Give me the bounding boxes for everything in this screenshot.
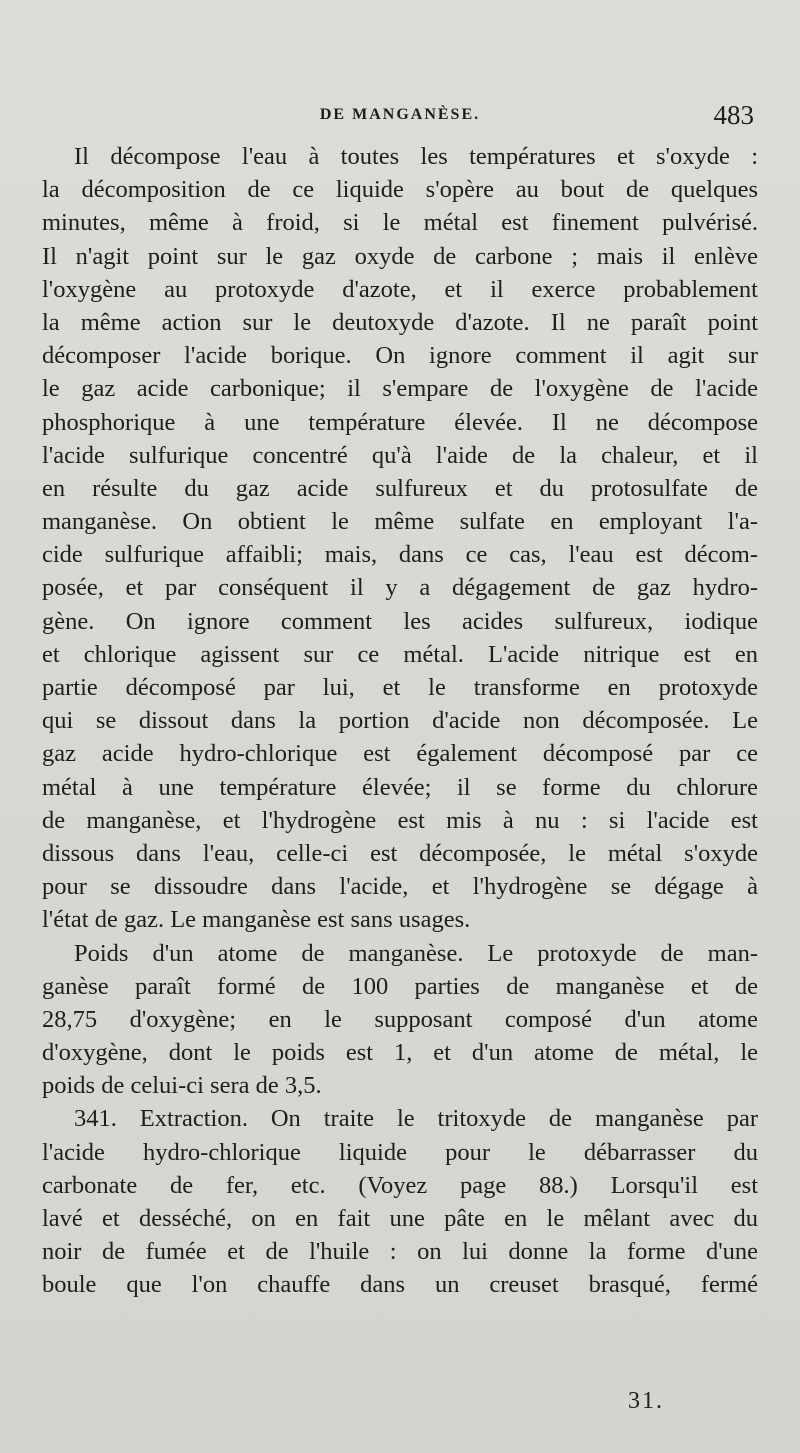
text-line: gène. On ignore comment les acides sulfureux, iodique — [42, 607, 758, 635]
signature-mark: 31. — [628, 1388, 664, 1414]
text-line: métal à une température élevée; il se forme du chlorure — [42, 773, 758, 801]
text-line: Il n'agit point sur le gaz oxyde de carbone ; mais il enlève — [42, 242, 758, 270]
text-line: la même action sur le deutoxyde d'azote. Il ne paraît point — [42, 308, 758, 336]
text-line: gaz acide hydro-chlorique est également décomposé par ce — [42, 740, 758, 768]
text-line: phosphorique à une température élevée. Il ne décompose — [42, 408, 758, 436]
text-line: boule que l'on chauffe dans un creuset brasqué, fermé — [42, 1271, 758, 1299]
text-line: posée, et par conséquent il y a dégagement de gaz hydro- — [42, 574, 758, 602]
text-line: minutes, même à froid, si le métal est finement pulvérisé. — [42, 209, 758, 237]
body-text — [42, 140, 758, 1302]
text-line: lavé et desséché, on en fait une pâte en le mêlant avec du — [42, 1205, 758, 1232]
text-line: et chlorique agissent sur ce métal. L'acide nitrique est en — [42, 640, 758, 668]
running-title: DE MANGANÈSE. — [319, 106, 481, 123]
text-line: noir de fumée et de l'huile : on lui donne la forme d'une — [42, 1238, 758, 1266]
text-line: de manganèse, et l'hydrogène est mis à nu : si l'acide est — [42, 806, 758, 834]
text-line: carbonate de fer, etc. (Voyez page 88.) Lorsqu'il est — [42, 1171, 758, 1199]
text-line: cide sulfurique affaibli; mais, dans ce cas, l'eau est décom- — [42, 541, 758, 569]
text-line: l'acide hydro-chlorique liquide pour le débarrasser du — [42, 1138, 758, 1166]
text-line: l'acide sulfurique concentré qu'à l'aide de la chaleur, et il — [42, 441, 758, 469]
page-number: 483 — [713, 100, 754, 130]
text-line: en résulte du gaz acide sulfureux et du protosulfate de — [42, 474, 758, 502]
text-line: Poids d'un atome de manganèse. Le protoxyde de man- — [74, 939, 758, 967]
text-line: 341. Extraction. On traite le tritoxyde de manganèse par — [74, 1105, 758, 1133]
text-line: manganèse. On obtient le même sulfate en employant l'a- — [42, 508, 758, 536]
text-line: ganèse paraît formé de 100 parties de manganèse et de — [42, 972, 758, 1000]
running-head — [42, 100, 758, 134]
text-line: le gaz acide carbonique; il s'empare de l'oxygène de l'acide — [42, 375, 758, 403]
text-line: partie décomposé par lui, et le transforme en protoxyde — [42, 674, 758, 701]
text-line: d'oxygène, dont le poids est 1, et d'un atome de métal, le — [42, 1039, 758, 1067]
text-line: décomposer l'acide borique. On ignore comment il agit sur — [42, 342, 758, 370]
text-line: pour se dissoudre dans l'acide, et l'hydrogène se dégage à — [42, 873, 758, 901]
text-line: l'état de gaz. Le manganèse est sans usages. — [42, 906, 471, 934]
text-line: dissous dans l'eau, celle-ci est décomposée, le métal s'oxyde — [42, 839, 758, 867]
text-line: la décomposition de ce liquide s'opère au bout de quelques — [42, 176, 758, 204]
text-line: Il décompose l'eau à toutes les températures et s'oxyde : — [74, 143, 758, 170]
text-line: l'oxygène au protoxyde d'azote, et il exerce probablement — [42, 275, 758, 303]
text-line: qui se dissout dans la portion d'acide non décomposée. Le — [42, 707, 758, 735]
text-line: poids de celui-ci sera de 3,5. — [42, 1072, 322, 1100]
text-line: 28,75 d'oxygène; en le supposant composé d'un atome — [42, 1005, 758, 1033]
